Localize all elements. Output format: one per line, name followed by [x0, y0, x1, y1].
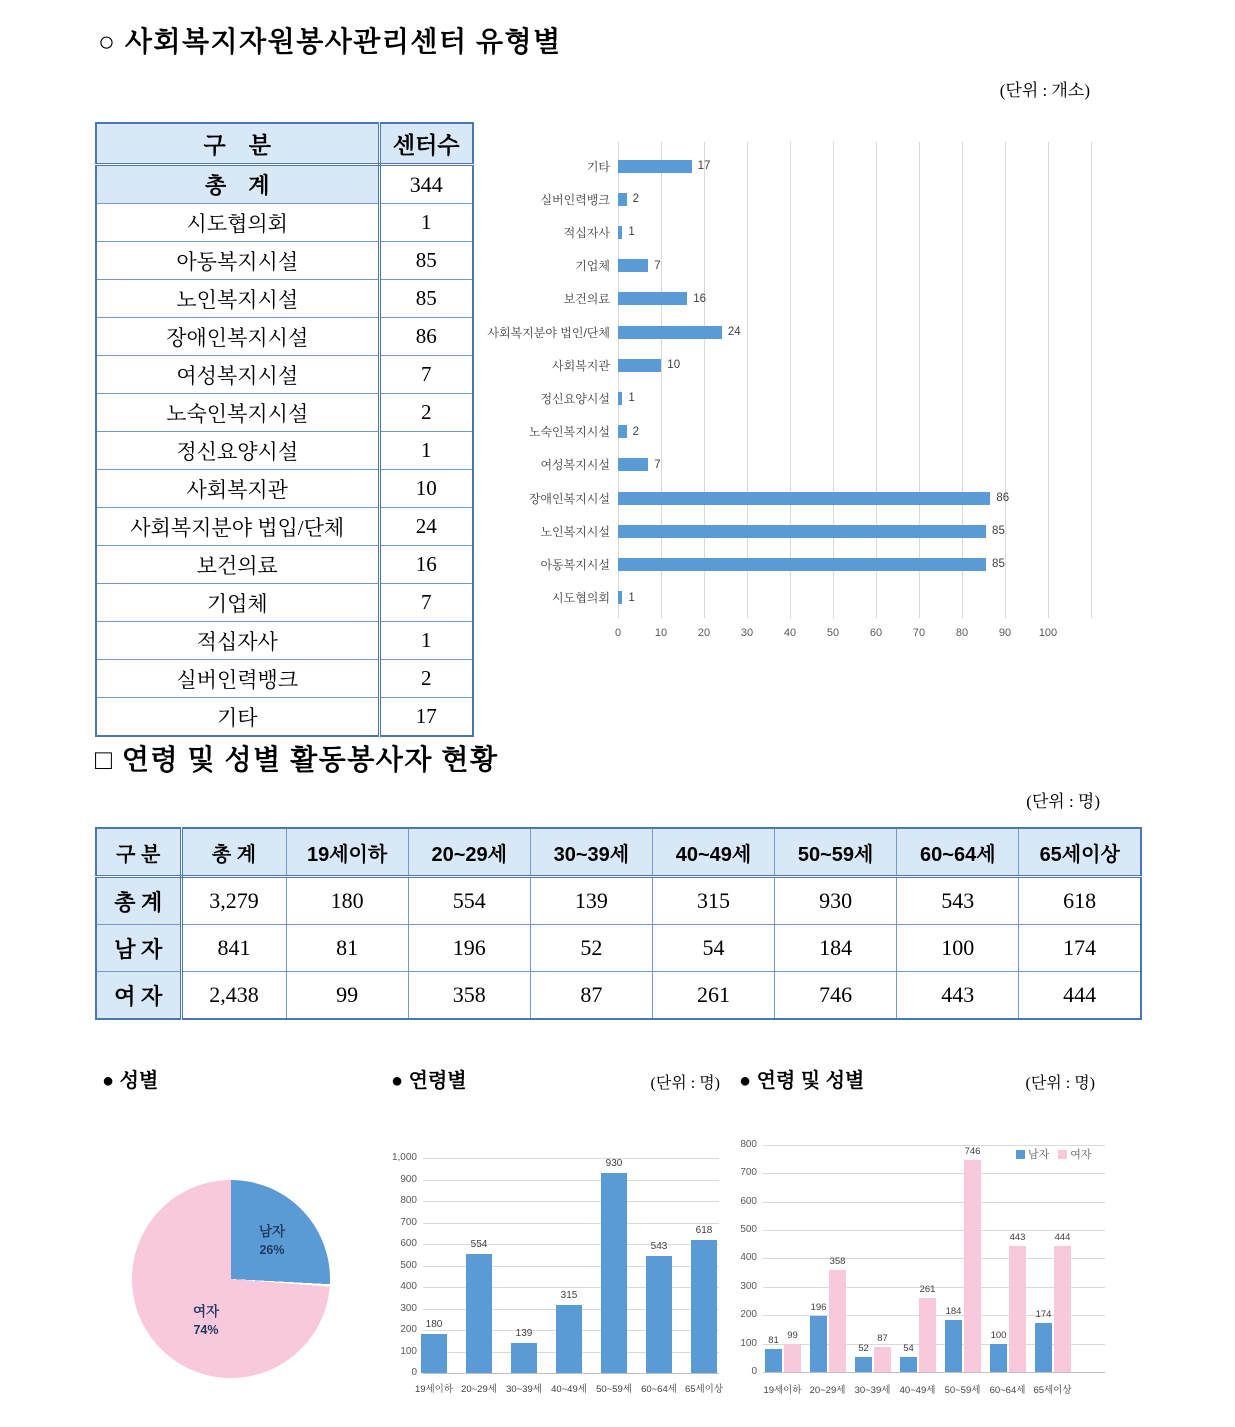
bar	[618, 392, 622, 405]
axis-tick-label: 100	[1038, 627, 1058, 639]
value-label: 184	[945, 1305, 962, 1317]
gridline	[1005, 142, 1006, 618]
gridline	[661, 142, 662, 618]
value-cell: 85	[379, 242, 473, 280]
row-label-cell: 아동복지시설	[96, 242, 379, 280]
value-label: 174	[1035, 1308, 1052, 1320]
gridline	[763, 1372, 1105, 1373]
table-row	[96, 165, 473, 204]
value-label: 1	[628, 226, 635, 239]
axis-category-label: 30~39세	[506, 1384, 542, 1395]
value-cell: 444	[1019, 972, 1141, 1020]
axis-tick-label: 0	[751, 1366, 757, 1377]
bar	[618, 525, 986, 538]
value-label: 1	[628, 392, 635, 405]
category-label: 기타	[586, 159, 610, 174]
value-label: 99	[787, 1329, 798, 1341]
category-label: 여성복지시설	[540, 458, 610, 473]
axis-tick-label: 700	[400, 1216, 417, 1228]
column-header: 20~29세	[408, 828, 530, 877]
value-cell: 85	[379, 280, 473, 318]
column-header: 19세이하	[286, 828, 408, 877]
value-label: 24	[727, 326, 741, 339]
axis-tick-label: 60	[869, 627, 883, 639]
value-cell: 81	[286, 925, 408, 972]
section2-title: □ 연령 및 성별 활동봉사자 현황	[95, 745, 499, 776]
gridline	[423, 1180, 719, 1181]
gridline	[763, 1173, 1105, 1174]
value-cell: 184	[775, 925, 897, 972]
axis-tick-label: 800	[400, 1195, 417, 1206]
age-bar-chart	[383, 1138, 728, 1416]
column-header: 65세이상	[1019, 828, 1141, 877]
axis-tick-label: 30	[740, 627, 754, 639]
value-label: 81	[768, 1334, 779, 1346]
category-label: 기업체	[575, 259, 610, 274]
value-cell: 16	[379, 546, 473, 584]
bar	[618, 259, 648, 272]
axis-tick-label: 40	[783, 627, 797, 639]
center-type-bar-chart	[487, 140, 1150, 652]
gridline	[1048, 142, 1049, 618]
axis-tick-label: 300	[400, 1302, 417, 1314]
gridline	[763, 1230, 1105, 1231]
column-header: 구 분	[96, 828, 181, 877]
age-chart-title: ● 연령별	[391, 1070, 467, 1092]
value-cell: 261	[652, 972, 774, 1020]
axis-tick-label: 90	[998, 627, 1012, 639]
value-cell: 10	[379, 470, 473, 508]
value-label: 443	[1009, 1232, 1026, 1244]
axis-category-label: 40~49세	[551, 1384, 587, 1395]
gridline	[833, 142, 834, 618]
value-cell: 174	[1019, 925, 1141, 972]
row-label-cell: 노인복지시설	[96, 280, 379, 318]
gender-chart-title: ● 성별	[102, 1070, 159, 1092]
axis-tick-label: 200	[400, 1324, 417, 1335]
bar	[691, 1240, 717, 1373]
value-cell: 543	[897, 877, 1019, 925]
value-cell: 2	[379, 394, 473, 432]
legend-swatch	[1058, 1150, 1067, 1159]
table-row	[96, 394, 473, 432]
value-label: 1	[628, 591, 635, 604]
bar-female	[829, 1270, 846, 1372]
column-header: 50~59세	[775, 828, 897, 877]
value-label: 746	[964, 1146, 981, 1158]
value-cell: 618	[1019, 877, 1141, 925]
bar	[618, 326, 722, 339]
pie-slice-percent: 74%	[193, 1323, 219, 1337]
bar	[618, 591, 622, 604]
category-label: 정신요양시설	[540, 391, 610, 406]
category-label: 시도협의회	[552, 591, 610, 606]
column-header: 30~39세	[530, 828, 652, 877]
value-label: 930	[605, 1158, 623, 1170]
legend-item	[1016, 1146, 1049, 1162]
gridline	[423, 1223, 719, 1224]
value-label: 87	[877, 1333, 888, 1345]
bar-male	[945, 1320, 962, 1372]
bar-male	[855, 1357, 872, 1372]
bar	[618, 558, 986, 571]
column-header: 총 계	[181, 828, 286, 877]
bar-female	[1009, 1246, 1026, 1372]
value-label: 7	[654, 259, 661, 272]
value-cell: 746	[775, 972, 897, 1020]
axis-tick-label: 600	[740, 1195, 757, 1207]
value-cell: 930	[775, 877, 897, 925]
bar-female	[919, 1298, 936, 1372]
category-label: 실버인력뱅크	[540, 192, 610, 207]
axis-tick-label: 400	[400, 1281, 417, 1292]
axis-tick-label: 300	[740, 1280, 757, 1292]
section1-unit-label: (단위 : 개소)	[999, 81, 1090, 100]
bar	[618, 492, 990, 505]
value-label: 86	[996, 492, 1010, 505]
row-label-cell: 여 자	[96, 972, 181, 1020]
value-label: 7	[654, 458, 661, 471]
value-cell: 315	[652, 877, 774, 925]
axis-tick-label: 900	[400, 1173, 417, 1185]
value-label: 618	[695, 1225, 713, 1237]
value-cell: 180	[286, 877, 408, 925]
axis-tick-label: 70	[912, 627, 926, 639]
table-row	[96, 546, 473, 584]
axis-tick-label: 0	[411, 1367, 417, 1378]
gridline	[747, 142, 748, 618]
gridline	[876, 142, 877, 618]
bar	[618, 226, 622, 239]
category-label: 장애인복지시설	[528, 491, 610, 506]
table-row	[96, 280, 473, 318]
chart-legend	[1016, 1146, 1092, 1162]
axis-category-label: 20~29세	[461, 1384, 497, 1395]
value-cell: 139	[530, 877, 652, 925]
axis-tick-label: 20	[697, 627, 711, 639]
axis-tick-label: 500	[740, 1224, 757, 1235]
section1-title: ○ 사회복지자원봉사관리센터 유형별	[98, 27, 562, 58]
value-cell: 1	[379, 432, 473, 470]
value-cell: 1	[379, 204, 473, 242]
value-cell: 443	[897, 972, 1019, 1020]
table-row	[96, 356, 473, 394]
axis-category-label: 50~59세	[596, 1384, 632, 1395]
value-cell: 54	[652, 925, 774, 972]
category-label: 사회복지관	[552, 358, 610, 373]
value-label: 554	[470, 1238, 488, 1250]
axis-tick-label: 1,000	[391, 1152, 417, 1163]
value-label: 16	[693, 292, 707, 305]
value-label: 17	[697, 160, 711, 173]
axis-tick-label: 500	[400, 1259, 417, 1271]
axis-category-label: 19세이하	[414, 1384, 454, 1395]
center-type-table	[95, 122, 474, 737]
bar	[618, 359, 661, 372]
value-cell: 100	[897, 925, 1019, 972]
axis-tick-label: 400	[740, 1252, 757, 1264]
value-cell: 7	[379, 584, 473, 622]
row-label-cell: 정신요양시설	[96, 432, 379, 470]
value-label: 100	[990, 1329, 1007, 1341]
gender-pie-chart	[132, 1180, 330, 1378]
value-label: 196	[810, 1302, 827, 1314]
gridline	[704, 142, 705, 618]
age-chart-unit-label: (단위 : 명)	[650, 1075, 720, 1092]
table-header-row	[96, 828, 1141, 877]
bar	[421, 1334, 447, 1373]
pie-slice-name: 여자	[192, 1304, 220, 1319]
row-label-cell: 적십자사	[96, 622, 379, 660]
value-cell: 554	[408, 877, 530, 925]
value-label: 2	[632, 193, 640, 206]
axis-tick-label: 600	[400, 1238, 417, 1249]
bar	[601, 1173, 627, 1373]
section2-unit-label: (단위 : 명)	[1026, 792, 1100, 811]
bar-female	[964, 1160, 981, 1372]
axis-category-label: 50~59세	[944, 1385, 981, 1396]
gridline	[423, 1373, 719, 1374]
bar	[618, 292, 687, 305]
column-header: 60~64세	[897, 828, 1019, 877]
value-label: 52	[858, 1343, 869, 1355]
column-header-center-count: 센터수	[379, 123, 473, 165]
row-label-cell: 시도협의회	[96, 204, 379, 242]
value-label: 261	[919, 1283, 936, 1295]
bar	[618, 458, 648, 471]
bar-male	[1035, 1323, 1052, 1372]
value-label: 180	[425, 1319, 443, 1331]
row-label-cell: 사회복지분야 법입/단체	[96, 508, 379, 546]
category-label: 노인복지시설	[540, 524, 610, 539]
bar-male	[990, 1344, 1007, 1372]
pie-slice-name: 남자	[258, 1224, 286, 1239]
value-cell: 841	[181, 925, 286, 972]
bar	[618, 160, 692, 173]
value-label: 85	[992, 558, 1005, 571]
pie-slice-percent: 26%	[259, 1243, 285, 1257]
gridline	[618, 142, 619, 618]
value-cell: 24	[379, 508, 473, 546]
value-label: 10	[667, 359, 681, 372]
value-cell: 2,438	[181, 972, 286, 1020]
row-label-cell: 여성복지시설	[96, 356, 379, 394]
age-gender-table	[95, 827, 1142, 1020]
axis-category-label: 19세이하	[763, 1385, 802, 1396]
row-label-cell: 기업체	[96, 584, 379, 622]
bar	[466, 1254, 492, 1373]
pie-slice-label	[174, 1302, 238, 1340]
gridline	[919, 142, 920, 618]
row-label-cell: 보건의료	[96, 546, 379, 584]
axis-category-label: 65세이상	[1033, 1385, 1072, 1396]
value-cell: 344	[379, 165, 473, 204]
value-label: 85	[992, 525, 1005, 538]
row-label-cell: 기타	[96, 698, 379, 737]
value-label: 358	[829, 1256, 846, 1268]
gridline	[763, 1202, 1105, 1203]
table-row	[96, 972, 1141, 1020]
category-label: 아동복지시설	[540, 557, 610, 572]
axis-tick-label: 0	[614, 627, 622, 639]
value-cell: 358	[408, 972, 530, 1020]
gridline	[1091, 142, 1092, 618]
pie-slice-label	[240, 1222, 304, 1260]
age-gender-grouped-bar-chart	[733, 1128, 1153, 1416]
value-cell: 1	[379, 622, 473, 660]
table-row	[96, 660, 473, 698]
value-cell: 2	[379, 660, 473, 698]
value-label: 54	[903, 1342, 914, 1354]
table-header-row	[96, 123, 473, 165]
value-cell: 87	[530, 972, 652, 1020]
row-label-cell: 총 계	[96, 165, 379, 204]
category-label: 사회복지분야 법인/단체	[487, 325, 610, 340]
bar-male	[810, 1316, 827, 1372]
value-label: 139	[515, 1328, 533, 1340]
column-header-category: 구 분	[96, 123, 379, 165]
value-cell: 196	[408, 925, 530, 972]
value-cell: 7	[379, 356, 473, 394]
bar	[618, 425, 627, 438]
row-label-cell: 장애인복지시설	[96, 318, 379, 356]
axis-tick-label: 10	[654, 627, 668, 639]
table-row	[96, 925, 1141, 972]
age-gender-chart-title: ● 연령 및 성별	[739, 1070, 865, 1092]
bar-male	[900, 1357, 917, 1372]
category-label: 보건의료	[563, 292, 610, 307]
age-gender-chart-unit-label: (단위 : 명)	[1025, 1075, 1095, 1092]
pie-graphic	[132, 1180, 330, 1378]
table-row	[96, 432, 473, 470]
value-cell: 17	[379, 698, 473, 737]
value-label: 543	[650, 1241, 668, 1253]
column-header: 40~49세	[652, 828, 774, 877]
category-label: 적십자사	[563, 225, 610, 240]
table-row	[96, 698, 473, 737]
row-label-cell: 노숙인복지시설	[96, 394, 379, 432]
row-label-cell: 실버인력뱅크	[96, 660, 379, 698]
value-cell: 99	[286, 972, 408, 1020]
axis-tick-label: 50	[826, 627, 840, 639]
table-row	[96, 508, 473, 546]
bar	[618, 193, 627, 206]
bar-male	[765, 1349, 782, 1372]
value-label: 2	[632, 425, 640, 438]
category-label: 노숙인복지시설	[528, 425, 610, 440]
axis-tick-label: 100	[400, 1345, 417, 1357]
axis-tick-label: 800	[740, 1138, 757, 1150]
value-label: 444	[1054, 1231, 1071, 1243]
axis-tick-label: 700	[740, 1167, 757, 1179]
axis-category-label: 65세이상	[684, 1384, 724, 1395]
gridline	[962, 142, 963, 618]
axis-category-label: 40~49세	[899, 1385, 936, 1396]
axis-tick-label: 80	[955, 627, 969, 639]
gridline	[423, 1201, 719, 1202]
value-label: 315	[560, 1290, 578, 1302]
gridline	[790, 142, 791, 618]
legend-label: 여자	[1070, 1149, 1092, 1161]
axis-category-label: 60~64세	[989, 1385, 1026, 1396]
row-label-cell: 남 자	[96, 925, 181, 972]
legend-label: 남자	[1028, 1149, 1050, 1161]
legend-item	[1058, 1146, 1091, 1162]
axis-category-label: 30~39세	[854, 1385, 891, 1396]
table-row	[96, 877, 1141, 925]
table-row	[96, 242, 473, 280]
value-cell: 3,279	[181, 877, 286, 925]
value-cell: 86	[379, 318, 473, 356]
table-row	[96, 584, 473, 622]
table-row	[96, 470, 473, 508]
legend-swatch	[1016, 1150, 1025, 1159]
value-cell: 52	[530, 925, 652, 972]
row-label-cell: 총 계	[96, 877, 181, 925]
bar-female	[784, 1344, 801, 1372]
axis-category-label: 60~64세	[641, 1384, 677, 1395]
bar	[646, 1256, 672, 1373]
bar	[511, 1343, 537, 1373]
bar	[556, 1305, 582, 1373]
table-row	[96, 318, 473, 356]
table-row	[96, 622, 473, 660]
gridline	[423, 1158, 719, 1159]
axis-tick-label: 200	[740, 1309, 757, 1321]
axis-tick-label: 100	[740, 1337, 757, 1349]
row-label-cell: 사회복지관	[96, 470, 379, 508]
axis-category-label: 20~29세	[809, 1385, 846, 1396]
table-row	[96, 204, 473, 242]
